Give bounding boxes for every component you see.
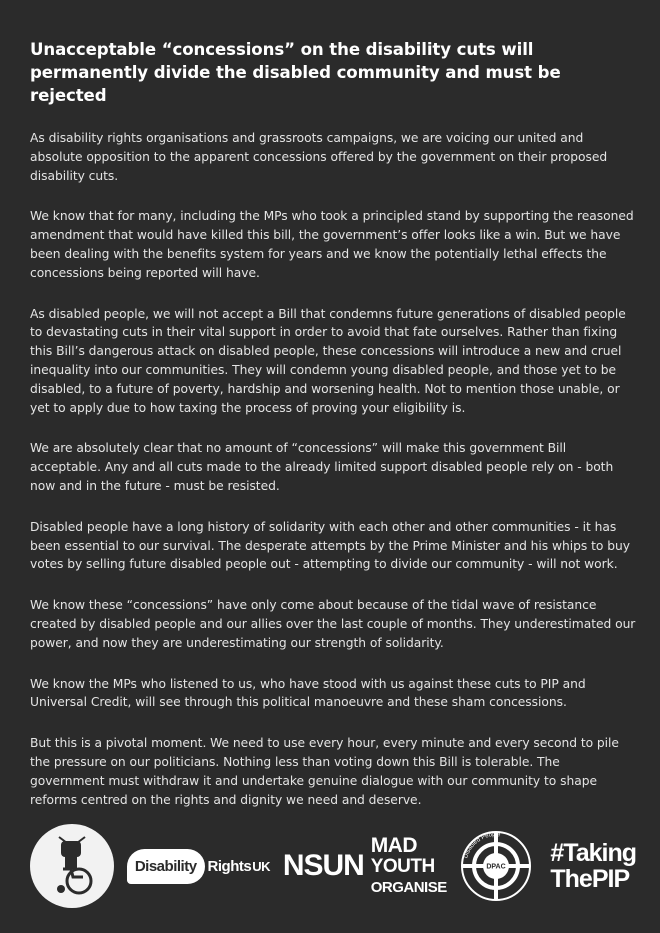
taking-the-pip-logo — [550, 840, 636, 892]
paragraph-4: We are absolutely clear that no amount of “concessions” will make this government Bill acceptable. Any and all cuts made to the already limited support disabled people rely on - both now and in the future - must be resisted. — [30, 441, 614, 493]
mad-youth-organise-logo — [370, 833, 447, 898]
nsun-text: NSUN — [282, 849, 364, 882]
paragraph-5: Disabled people have a long history of solidarity with each other and other communities - it has been essential to our survival. The desperate attempts by the Prime Minister and his whips to buy votes by selling future disabled people out - attempting to divide our community - will not work. — [30, 519, 630, 572]
fist-wheelchair-logo — [30, 824, 114, 908]
nsun-logo — [283, 849, 364, 883]
paragraph-7: We know the MPs who listened to us, who have stood with us against these cuts to PIP and Universal Credit, will see through this political manoeuvre and these sham concessions. — [30, 676, 586, 710]
dpac-logo — [454, 824, 538, 908]
dpac-ring-top: Disabled People — [462, 831, 501, 860]
paragraph-2: We know that for many, including the MPs who took a principled stand by supporting the reasoned amendment that would have killed this bill, the government’s offer looks like a win. But we have been dealing with the benefits system for years and we know the potentially lethal effects the concessions being reported will have. — [30, 209, 634, 280]
statement — [30, 38, 636, 831]
logo-row — [30, 822, 636, 910]
mad-line3: ORGANISE — [370, 878, 447, 896]
mad-line2: YOUTH — [370, 855, 435, 877]
dru-uk: UK — [252, 858, 270, 874]
dpac-emblem-icon — [454, 824, 538, 908]
dru-rights: Rights — [207, 857, 252, 875]
paragraph-3: As disabled people, we will not accept a Bill that condemns future generations of disabled people to devastating cuts in their vital support in order to avoid that fate ourselves. Rather than fixing this Bill’s dangerous attack on disabled people, these concessions will introduce a new and cruel inequality into our communities. They will condemn young disabled people, and those yet to be disabled, to a future of poverty, hardship and worsening health. Not to mention those unable, or yet to apply due to how taxing the process of proving your eligibility is. — [30, 306, 626, 415]
mad-line1: MAD — [370, 833, 418, 857]
dpac-center-text: DPAC — [485, 863, 506, 871]
paragraph-6: We know these “concessions” have only come about because of the tidal wave of resistance created by disabled people and our allies over the last couple of months. They underestimated our power, and now they are underestimating our strength of solidarity. — [30, 598, 636, 650]
disability-rights-uk-logo — [127, 849, 270, 884]
page-title: Unacceptable “concessions” on the disability cuts will permanently divide the disabled community and must be rejected — [30, 40, 561, 105]
fist-wheelchair-icon — [30, 824, 114, 908]
dru-bubble: Disability — [127, 849, 205, 884]
paragraph-8: But this is a pivotal moment. We need to use every hour, every minute and every second to pile the pressure on our politicians. Nothing less than voting down this Bill is tolerable. The government must withdraw it and undertake genuine dialogue with our community to shape reforms centred on the rights and dignity we need and deserve. — [30, 736, 619, 807]
taking-line2: ThePIP — [550, 865, 630, 893]
paragraph-1: As disability rights organisations and grassroots campaigns, we are voicing our united and absolute opposition to the apparent concessions offered by the government on their proposed disability cuts. — [30, 131, 608, 183]
taking-line1: #Taking — [550, 839, 636, 867]
